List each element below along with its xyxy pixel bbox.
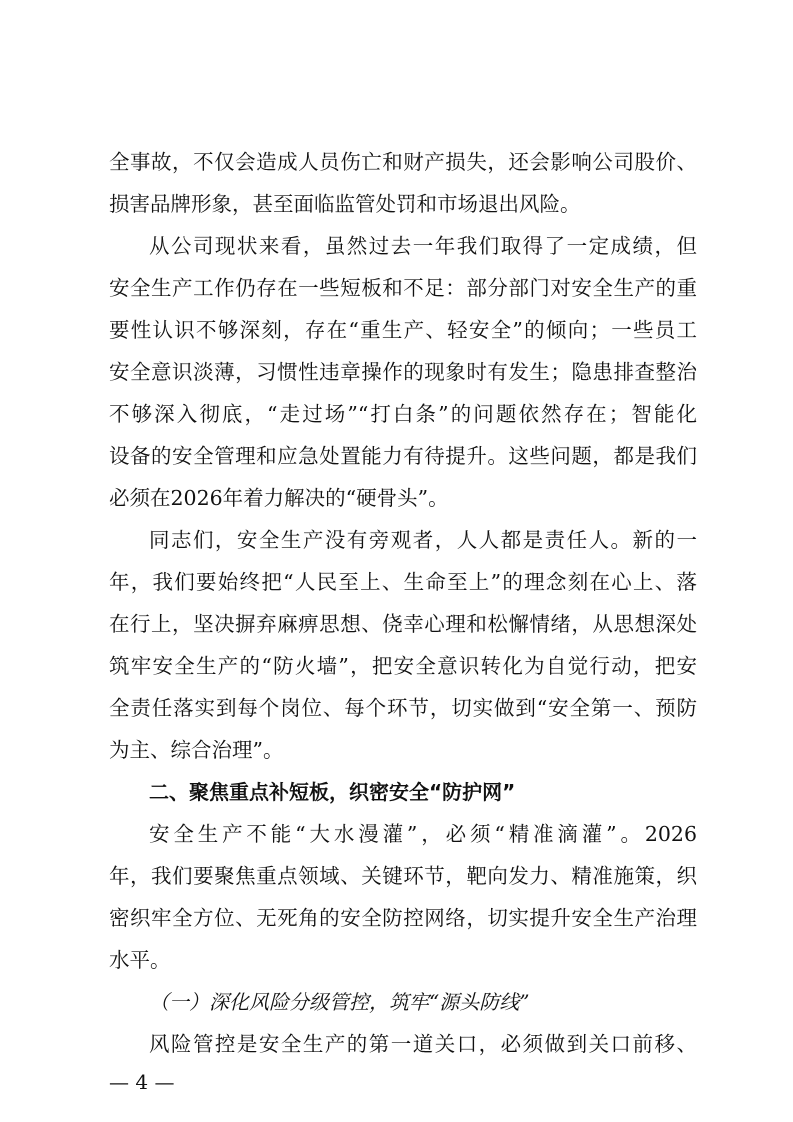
paragraph-first-line: 从公司现状来看，虽然过去一年我们取得了一定成绩，但 xyxy=(149,234,697,258)
subsection-heading: （一）深化风险分级管控，筑牢“源头防线” xyxy=(149,990,530,1014)
paragraph-first-line: 同志们，安全生产没有旁观者，人人都是责任人。新的一 xyxy=(149,528,697,552)
body-line: 全事故，不仅会造成人员伤亡和财产损失，还会影响公司股价、 xyxy=(109,150,697,174)
body-line: 为主、综合治理”。 xyxy=(109,738,284,762)
body-line: 全责任落实到每个岗位、每个环节，切实做到“安全第一、预防 xyxy=(109,696,697,720)
body-line: 年，我们要聚焦重点领域、关键环节，靶向发力、精准施策，织 xyxy=(109,864,697,888)
page-number: — 4 — xyxy=(109,1070,175,1094)
body-line: 安全意识淡薄，习惯性违章操作的现象时有发生；隐患排查整治 xyxy=(109,360,697,384)
body-line: 水平。 xyxy=(109,948,171,972)
section-heading: 二、聚焦重点补短板，织密安全“防护网” xyxy=(149,780,516,804)
body-line: 设备的安全管理和应急处置能力有待提升。这些问题，都是我们 xyxy=(109,444,697,468)
body-line: 年，我们要始终把“人民至上、生命至上”的理念刻在心上、落 xyxy=(109,570,697,594)
body-line: 安全生产工作仍存在一些短板和不足：部分部门对安全生产的重 xyxy=(109,276,697,300)
paragraph-first-line: 安全生产不能“大水漫灌”，必须“精准滴灌”。2026 xyxy=(149,822,697,846)
body-line: 在行上，坚决摒弃麻痹思想、侥幸心理和松懈情绪，从思想深处 xyxy=(109,612,697,636)
paragraph-first-line: 风险管控是安全生产的第一道关口，必须做到关口前移、 xyxy=(149,1032,697,1056)
body-line: 要性认识不够深刻，存在“重生产、轻安全”的倾向；一些员工 xyxy=(109,318,697,342)
body-line: 必须在2026年着力解决的“硬骨头”。 xyxy=(109,486,449,510)
body-line: 密织牢全方位、无死角的安全防控网络，切实提升安全生产治理 xyxy=(109,906,697,930)
body-line: 筑牢安全生产的“防火墙”，把安全意识转化为自觉行动，把安 xyxy=(109,654,697,678)
body-line: 不够深入彻底，“走过场”“打白条”的问题依然存在；智能化 xyxy=(109,402,697,426)
body-line: 损害品牌形象，甚至面临监管处罚和市场退出风险。 xyxy=(109,192,581,216)
